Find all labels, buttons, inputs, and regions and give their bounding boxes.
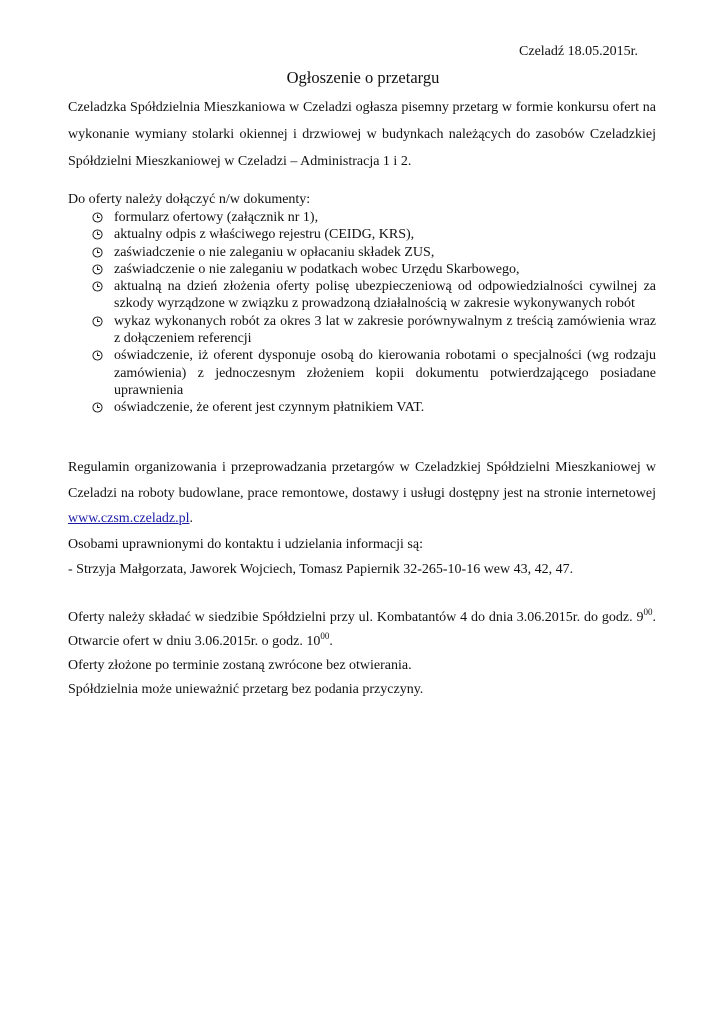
hour-superscript: 00	[320, 631, 330, 641]
list-item-text: zaświadczenie o nie zaleganiu w opłacaniu składek ZUS,	[114, 244, 435, 260]
contacts-list: - Strzyja Małgorzata, Jaworek Wojciech, Tomasz Papiernik 32-265-10-16 wew 43, 42, 47.	[68, 562, 574, 577]
clock-icon	[92, 212, 103, 223]
list-item-text: formularz ofertowy (załącznik nr 1),	[114, 210, 319, 225]
offers-deadline	[68, 606, 656, 654]
offers-opening-text: . Otwarcie ofert w dniu 3.06.2015r. o godz. 10	[68, 610, 656, 649]
offers-section	[68, 606, 656, 702]
list-item	[92, 399, 656, 416]
regulations-text: Regulamin organizowania i przeprowadzania przetargów w Czeladzkiej Spółdzielni Mieszkaniowej w Czeladzi na roboty budowlane, prace remontowe, dostawy i usługi dostępny jest na stronie internetowej	[68, 460, 656, 501]
late-offers-note: Oferty złożone po terminie zostaną zwrócone bez otwierania.	[68, 658, 412, 673]
list-item-text: zaświadczenie o nie zaleganiu w podatkach wobec Urzędu Skarbowego,	[114, 261, 520, 277]
list-item	[92, 313, 656, 348]
documents-list	[92, 209, 656, 417]
list-item	[92, 244, 656, 261]
regulations-text-end: .	[189, 511, 194, 526]
list-item-text: aktualny odpis z właściwego rejestru (CEIDG, KRS),	[114, 227, 415, 243]
regulations-paragraph	[68, 455, 656, 532]
clock-icon	[92, 316, 103, 327]
page-title: Ogłoszenie o przetargu	[286, 68, 440, 87]
clock-icon	[92, 281, 103, 292]
contacts-label: Osobami uprawnionymi do kontaktu i udzielania informacji są:	[68, 536, 423, 552]
hour-superscript: 00	[643, 607, 653, 617]
clock-icon	[92, 229, 103, 240]
offers-deadline-text: Oferty należy składać w siedzibie Spółdzielni przy ul. Kombatantów 4 do dnia 3.06.2015r. do godz. 9	[68, 610, 644, 625]
clock-icon	[92, 264, 103, 275]
document-date: Czeladź 18.05.2015r.	[519, 44, 638, 59]
regulations-section	[68, 455, 656, 583]
list-item	[92, 209, 656, 226]
list-item-text: aktualną na dzień złożenia oferty polisę ubezpieczeniową od odpowiedzialności cywilnej za szkody wyrządzone w związku z prowadzoną działalnością w zakresie wykonywanych robót	[114, 279, 656, 312]
list-item	[92, 226, 656, 243]
clock-icon	[92, 402, 103, 413]
clock-icon	[92, 350, 103, 361]
list-item-text: oświadczenie, że oferent jest czynnym płatnikiem VAT.	[114, 400, 425, 416]
documents-heading: Do oferty należy dołączyć n/w dokumenty:	[68, 192, 311, 207]
website-link[interactable]: www.czsm.czeladz.pl	[68, 511, 190, 526]
intro-paragraph: Czeladzka Spółdzielnia Mieszkaniowa w Czeladzi ogłasza pisemny przetarg w formie konkursu ofert na wykonanie wymiany stolarki okiennej i drzwiowej w budynkach należących do zasobów Czeladzkiej Spółdzielni Mieszkaniowej w Czeladzi – Administracja 1 i 2.	[68, 100, 656, 169]
clock-icon	[92, 247, 103, 258]
list-item-text: wykaz wykonanych robót za okres 3 lat w zakresie porównywalnym z treścią zamówienia wraz z dołączeniem referencji	[114, 313, 656, 347]
list-item-text: oświadczenie, iż oferent dysponuje osobą do kierowania robotami o specjalności (wg rodzaju zamówienia) z jednoczesnym złożeniem kopii dokumentu potwierdzającego posiadane uprawnienia	[114, 348, 656, 398]
list-item	[92, 347, 656, 399]
list-item	[92, 261, 656, 278]
list-item	[92, 278, 656, 313]
offers-deadline-end: .	[329, 634, 333, 649]
cancellation-note: Spółdzielnia może unieważnić przetarg bez podania przyczyny.	[68, 682, 424, 697]
